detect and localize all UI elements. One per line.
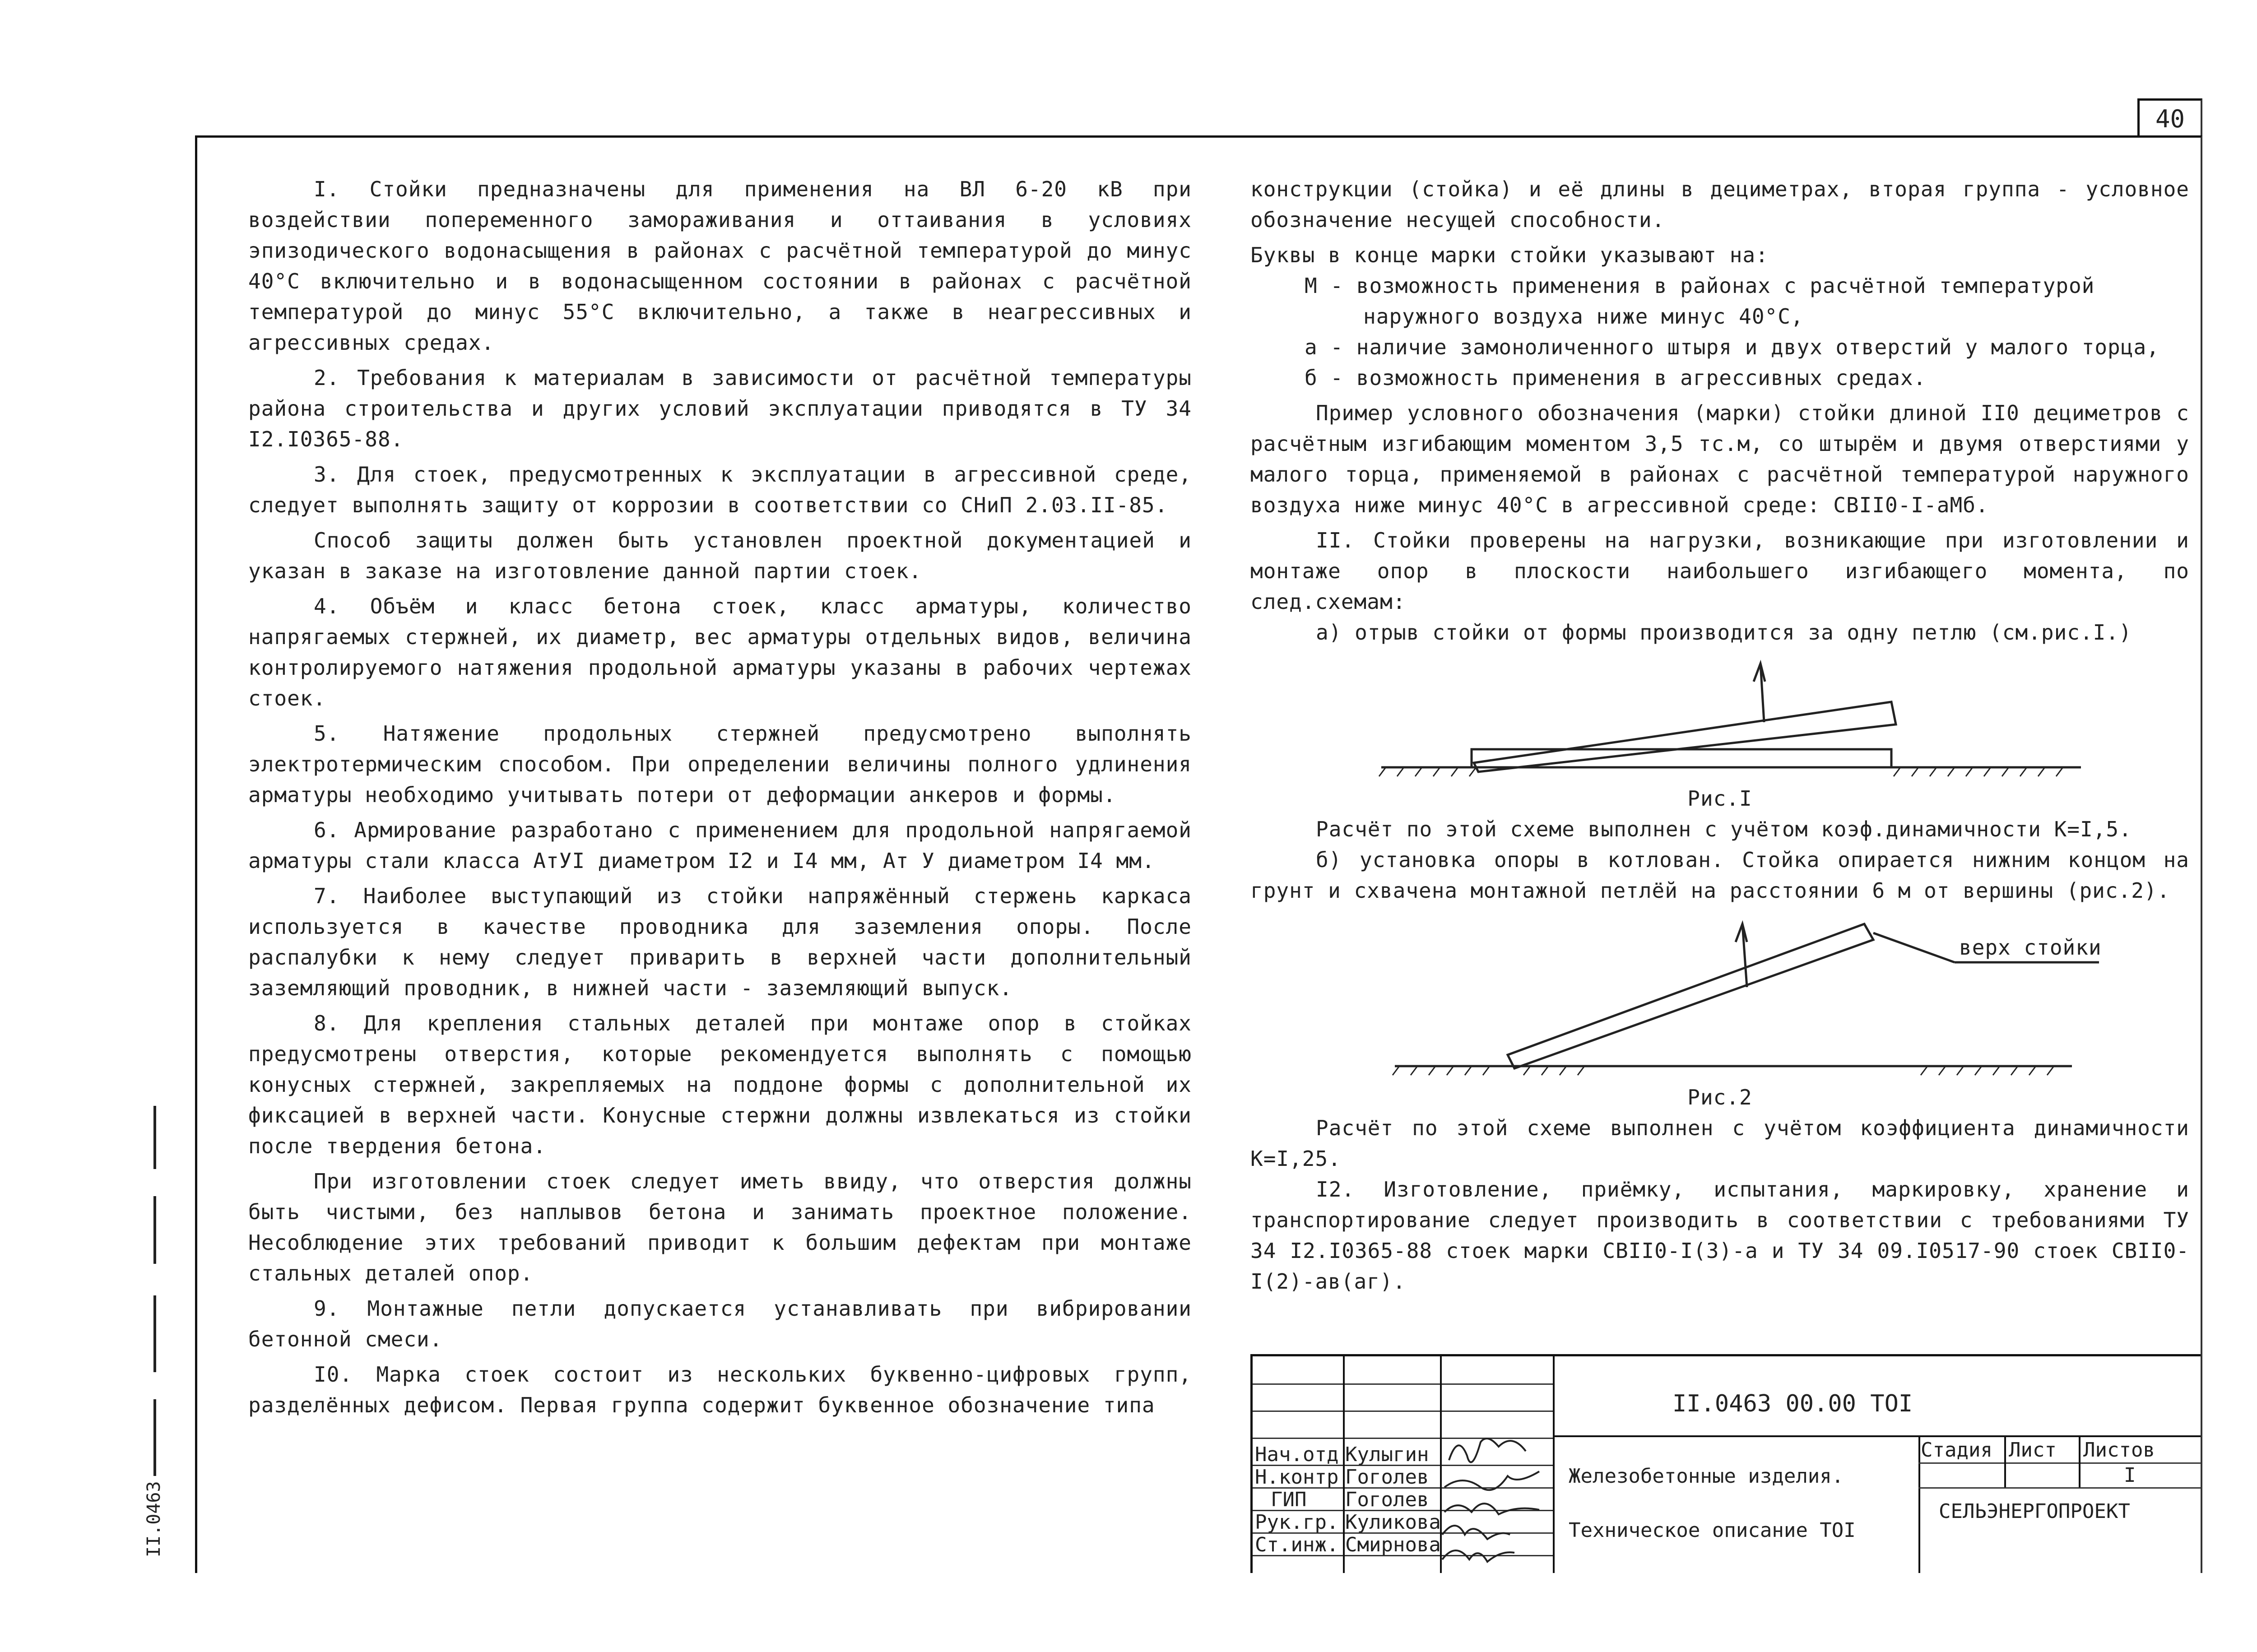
name-5: Смирнова (1345, 1533, 1441, 1556)
name-3: Гоголев (1345, 1488, 1429, 1511)
paragraph-8: 8. Для крепления стальных деталей при монтаже опор в стойках предусмотрены отверстия, которые рекомендуется выполнять с помощью конусных стержней, закрепляемых на поддоне формы с дополнительной их фиксацией в верхней части. Конусные стержни должны извлекаться из стойки после твердения бетона. (248, 1011, 1192, 1158)
signature-1 (1449, 1439, 1526, 1462)
tb-blank-row-2 (1253, 1411, 1553, 1412)
sheets-header: Листов (2083, 1439, 2155, 1462)
paragraph-example: Пример условного обозначения (марки) стойки длиной II0 дециметров с расчётным изгибающим моментом 3,5 тс.м, со штырём и двумя отверстиями у малого торца, применяемой в районах с расчётной температурой наружного воздуха ниже минус 40°C в агрессивной среде: СВII0-I-аМб. (1250, 401, 2189, 517)
tb-sheets-divider (2079, 1435, 2081, 1487)
scheme-b-result: Расчёт по этой схеме выполнен с учётом коэффициента динамичности К=I,25. (1250, 1116, 2189, 1171)
letter-a: а - наличие замоноличенного штыря и двух отверстий у малого торца, (1305, 335, 2159, 359)
paragraph-7: 7. Наиболее выступающий из стойки напряжённый стержень каркаса используется в качестве проводника для заземления опоры. После распалубки к нему следует приварить в верхней части дополнительный заземляющий проводник, в нижней части - заземляющий выпуск. (248, 884, 1192, 1000)
tb-col-divider-3 (1553, 1356, 1555, 1573)
margin-code: II.0463 (144, 1481, 164, 1557)
paragraph-11: II. Стойки проверены на нагрузки, возникающие при изготовлении и монтаже опор в плоскости наибольшего изгибающего момента, по след.схемам: (1250, 528, 2189, 614)
paragraph-10: I0. Марка стоек состоит из нескольких буквенно-цифровых групп, разделённых дефисом. Первая группа содержит буквенное обозначение типа (248, 1362, 1192, 1417)
margin-line-4 (153, 1399, 156, 1476)
paragraph-3: 3. Для стоек, предусмотренных к эксплуатации в агрессивной среде, следует выполнять защиту от коррозии в соответствии со СНиП 2.03.II-85. (248, 462, 1192, 517)
tb-blank-row-1 (1253, 1383, 1553, 1385)
paragraph-9: 9. Монтажные петли допускается устанавливать при вибрировании бетонной смеси. (248, 1296, 1192, 1351)
figure-2 (1250, 910, 2189, 1082)
signature-3 (1444, 1504, 1539, 1514)
figure-2-caption: Рис.2 (1687, 1085, 1752, 1109)
sheet-header: Лист (2009, 1439, 2057, 1462)
paragraph-8b: При изготовлении стоек следует иметь ввиду, что отверстия должны быть чистыми, без наплывов бетона и занимать проектное положение. Несоблюдение этих требований приводит к большим дефектам при монтаже стальных деталей опор. (248, 1169, 1192, 1285)
figure-1-caption: Рис.I (1687, 786, 1752, 811)
pole-lifted (1474, 702, 1896, 772)
tb-stage-row-line-2 (1918, 1487, 2201, 1489)
letter-m-cont: наружного воздуха ниже минус 40°C, (1363, 304, 1804, 329)
signature-2 (1444, 1471, 1539, 1490)
paragraph-4: 4. Объём и класс бетона стоек, класс арматуры, количество напрягаемых стержней, их диаметр, вес арматуры отдельных видов, величина контролируемого натяжения продольной арматуры указаны в рабочих чертежах стоек. (248, 594, 1192, 710)
scheme-a-result: Расчёт по этой схеме выполнен с учётом коэф.динамичности К=I,5. (1316, 817, 2132, 841)
page-number: 40 (2137, 98, 2202, 138)
name-4: Куликова (1345, 1511, 1441, 1534)
letter-b: б - возможность применения в агрессивных средах. (1305, 366, 1927, 390)
sheets-value: I (2124, 1464, 2136, 1487)
name-1: Кулыгин (1345, 1443, 1429, 1466)
tb-code-divider (1553, 1435, 2201, 1437)
right-column (1250, 174, 2189, 1297)
left-column (248, 174, 1192, 1425)
title-block (1250, 1354, 2201, 1573)
margin-line-2 (153, 1196, 156, 1264)
paragraph-10-cont: конструкции (стойка) и её длины в дециметрах, вторая группа - условное обозначение несущей способности. (1250, 177, 2189, 232)
paragraph-1: I. Стойки предназначены для применения на ВЛ 6-20 кВ при воздействии попеременного замораживания и оттаивания в условиях эпизодического водонасыщения в районах с расчётной температурой до минус 40°C включительно и в водонасыщенном состоянии в районах с расчётной температурой до минус 55°C включительно, а также в неагрессивных и агрессивных средах. (248, 177, 1192, 355)
signatures (1440, 1420, 1553, 1573)
role-5: Ст.инж. (1255, 1533, 1339, 1556)
tb-stage-divider (1918, 1435, 1920, 1573)
paragraph-12-part-2: следует производить в соответствии с требованиями ТУ 34 I2.I0365-88 стоек марки СВII0-I(3)-а и ТУ 34 09.I0517-90 стоек СВII0-I(2)-ав(аг). (1250, 1208, 2190, 1294)
tb-sheet-divider (2004, 1435, 2006, 1487)
tb-stage-row-line (1918, 1462, 2201, 1464)
stage-header: Стадия (1921, 1439, 1992, 1462)
top-label: верх стойки (1959, 935, 2102, 960)
pole-installed (1508, 924, 1873, 1068)
signature-4 (1442, 1526, 1510, 1539)
role-1: Нач.отд (1255, 1443, 1339, 1466)
scheme-a: а) отрыв стойки от формы производится за одну петлю (см.рис.I.) (1316, 620, 2132, 645)
role-2: Н.контр (1255, 1466, 1339, 1489)
margin-line-1 (153, 1106, 156, 1169)
name-2: Гоголев (1345, 1466, 1429, 1489)
tb-col-divider-1 (1343, 1356, 1345, 1573)
role-3: ГИП (1271, 1488, 1307, 1511)
letters-intro: Буквы в конце марки стойки указывают на: (1250, 243, 1769, 267)
margin-line-3 (153, 1295, 156, 1372)
lift-arrow (1754, 664, 1765, 682)
paragraph-5: 5. Натяжение продольных стержней предусмотрено выполнять электротермическим способом. При определении величины полного удлинения арматуры необходимо учитывать потери от деформации анкеров и формы. (248, 721, 1192, 807)
organization: СЕЛЬЭНЕРГОПРОЕКТ (1939, 1500, 2130, 1523)
paragraph-6: 6. Армирование разработано с применением для продольной напрягаемой арматуры стали класса АтУI диаметром I2 и I4 мм, Ат У диаметром I4 мм. (248, 818, 1192, 873)
figure-1 (1250, 648, 2189, 783)
sling-arrow (1736, 924, 1747, 942)
document-code: II.0463 00.00 ТОI (1672, 1390, 1913, 1417)
paragraph-12-part-1: I2. Изготовление, приёмку, испытания, маркировку, хранение и транспортирование (1250, 1177, 2189, 1232)
paragraph-12 (1250, 1174, 2189, 1297)
scheme-b: б) установка опоры в котлован. Стойка опирается нижним концом на грунт и схвачена монтажной петлёй на расстоянии 6 м от вершины (рис.2). (1250, 848, 2189, 903)
signature-5 (1442, 1550, 1514, 1562)
letter-m: М - возможность применения в районах с расчётной температурой (1305, 274, 2095, 298)
top-leader (1873, 933, 1955, 962)
document-title: Техническое описание ТОI (1569, 1519, 1856, 1542)
paragraph-3b: Способ защиты должен быть установлен проектной документацией и указан в заказе на изготовление данной партии стоек. (248, 528, 1192, 583)
margin-strip (135, 1106, 185, 1566)
product-name: Железобетонные изделия. (1569, 1465, 1844, 1488)
role-4: Рук.гр. (1255, 1511, 1339, 1534)
paragraph-2: 2. Требования к материалам в зависимости от расчётной температуры района строительства и других условий эксплуатации приводятся в ТУ 34 I2.I0365-88. (248, 366, 1192, 451)
